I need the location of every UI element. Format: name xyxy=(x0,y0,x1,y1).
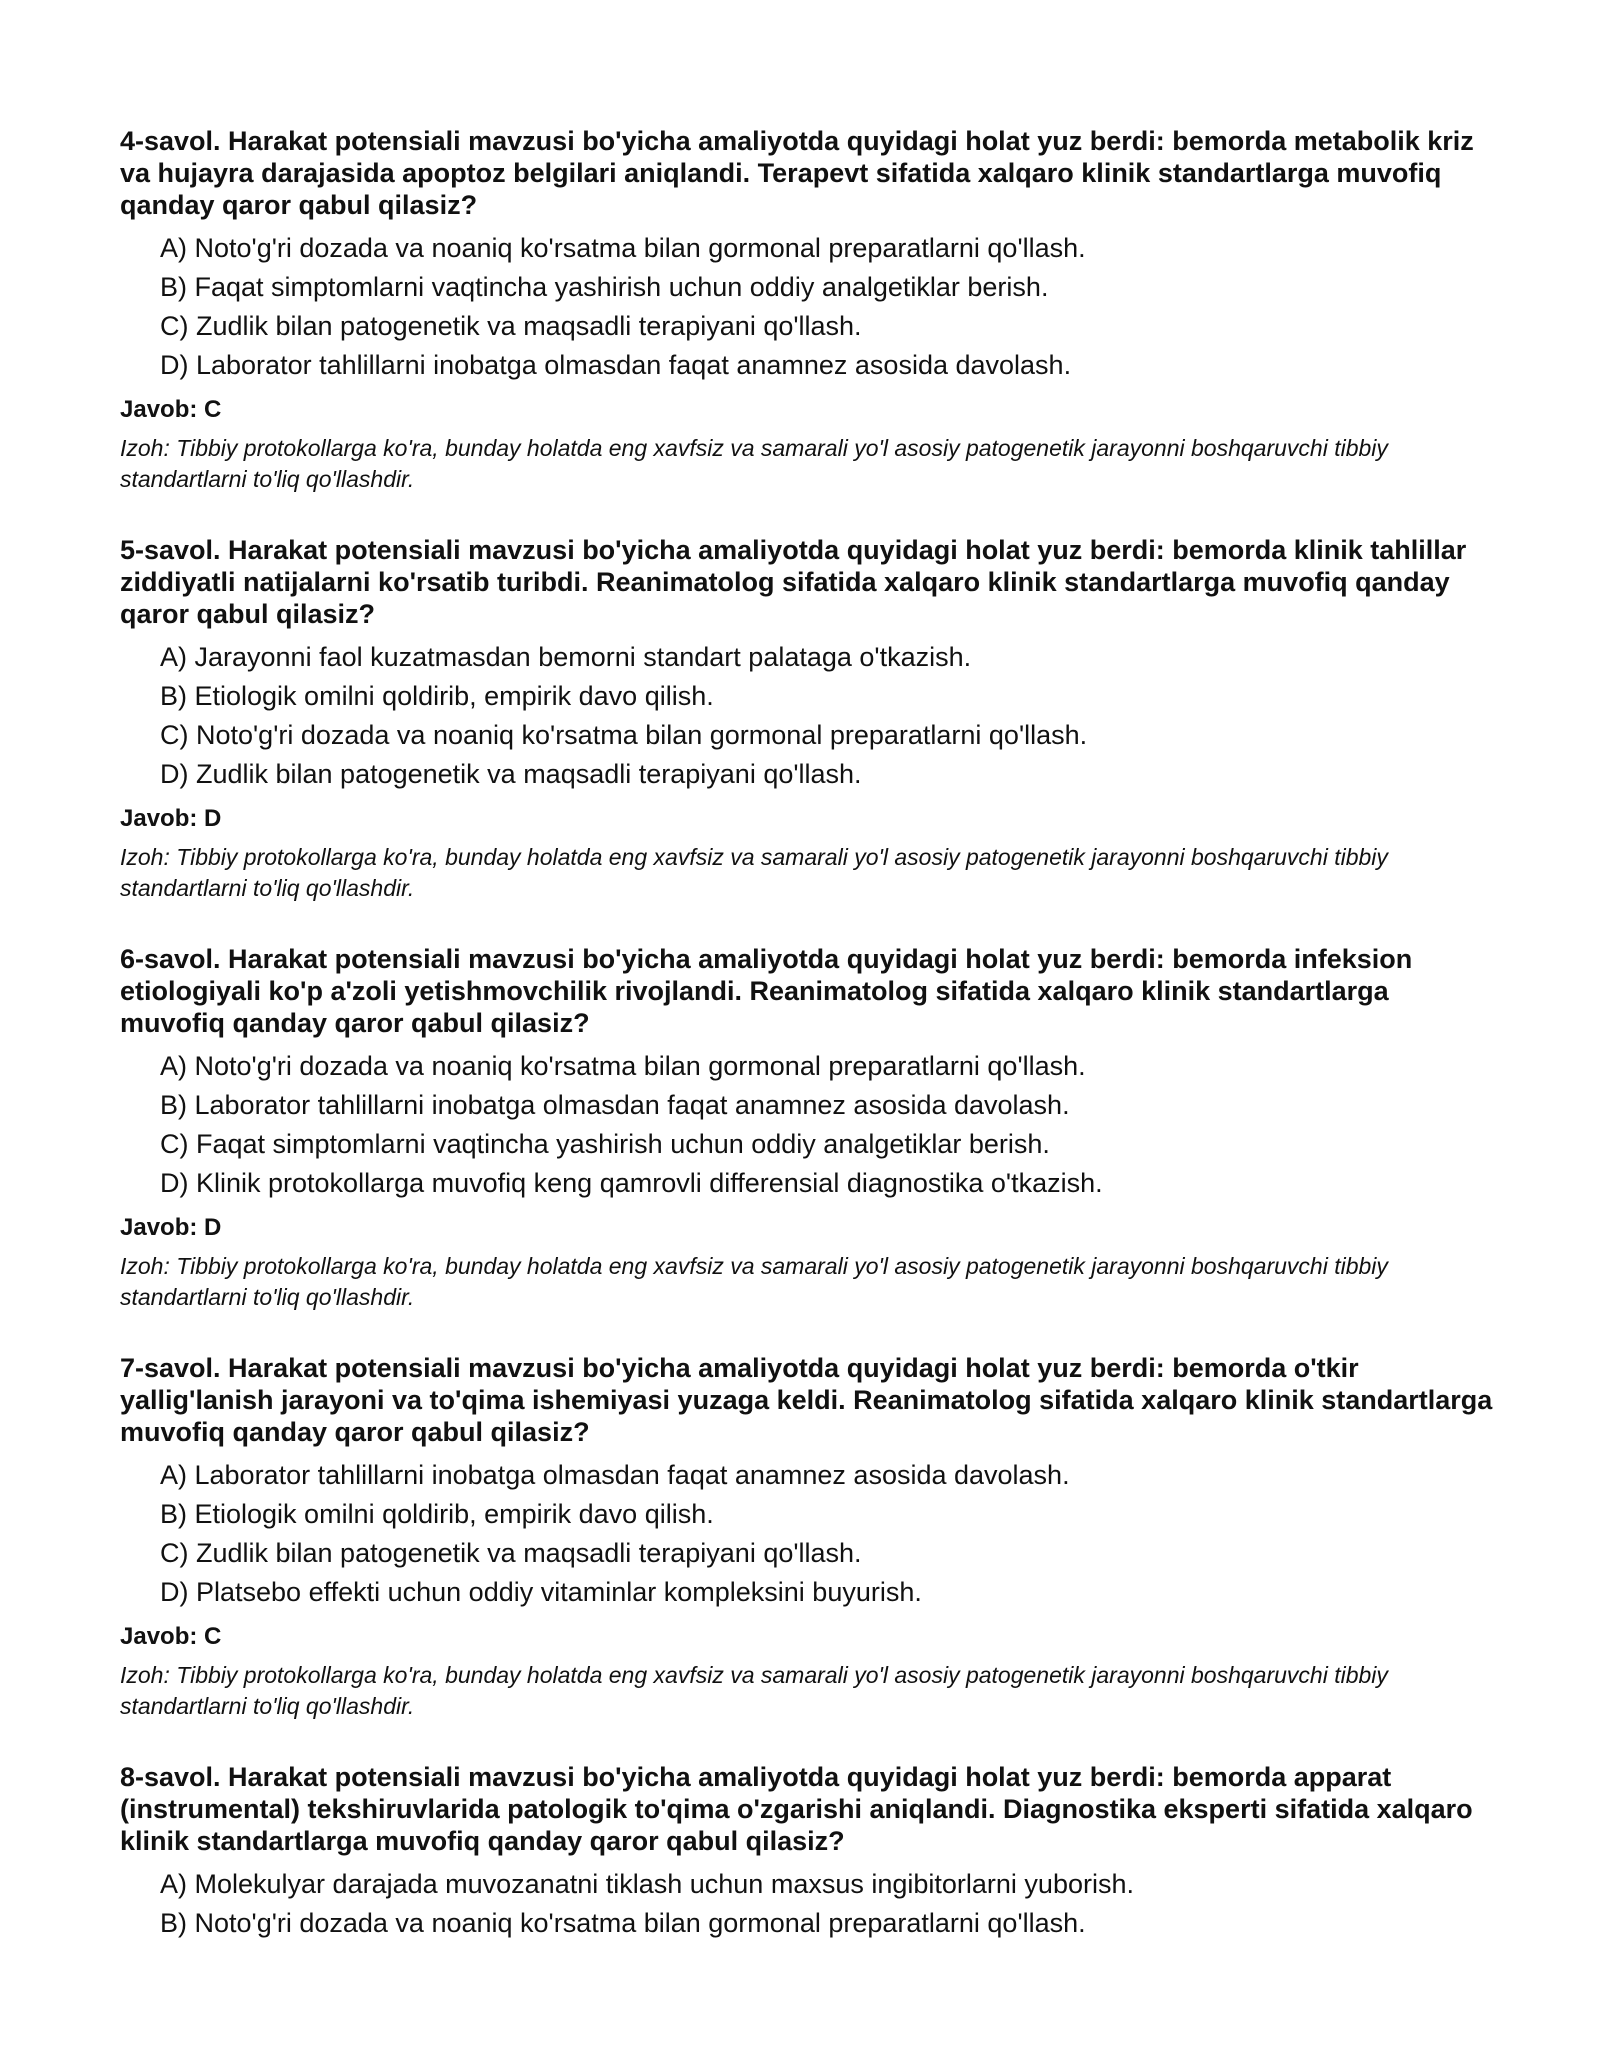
options-list xyxy=(120,638,1500,794)
option-b: B) Noto'g'ri dozada va noaniq ko'rsatma bilan gormonal preparatlarni qo'llash. xyxy=(160,1908,1086,1938)
option-b: B) Etiologik omilni qoldirib, empirik davo qilish. xyxy=(160,1499,714,1529)
option-b: B) Etiologik omilni qoldirib, empirik davo qilish. xyxy=(160,681,714,711)
option-d: D) Zudlik bilan patogenetik va maqsadli terapiyani qo'llash. xyxy=(160,759,862,789)
question-6 xyxy=(120,943,1500,1313)
option-d: D) Platsebo effekti uchun oddiy vitaminlar kompleksini buyurish. xyxy=(160,1577,922,1607)
question-7 xyxy=(120,1352,1500,1722)
option-c: C) Zudlik bilan patogenetik va maqsadli terapiyani qo'llash. xyxy=(160,1538,862,1568)
options-list xyxy=(120,1456,1500,1612)
question-text: 6-savol. Harakat potensiali mavzusi bo'yicha amaliyotda quyidagi holat yuz berdi: bemorda infeksion etiologiyali ko'p a'zoli yetishmovchilik rivojlandi. Reanimatolog sifatida xalqaro klinik standartlarga muvofiq qanday qaror qabul qilasiz? xyxy=(120,944,1413,1038)
option-a: A) Laborator tahlillarni inobatga olmasdan faqat anamnez asosida davolash. xyxy=(160,1460,1070,1490)
question-8 xyxy=(120,1761,1500,1943)
option-c: C) Faqat simptomlarni vaqtincha yashirish uchun oddiy analgetiklar berish. xyxy=(160,1129,1050,1159)
explanation: Izoh: Tibbiy protokollarga ko'ra, bunday holatda eng xavfsiz va samarali yo'l asosiy patogenetik jarayonni boshqaruvchi tibbiy standartlarni to'liq qo'llashdir. xyxy=(120,1253,1388,1310)
option-d: D) Klinik protokollarga muvofiq keng qamrovli differensial diagnostika o'tkazish. xyxy=(160,1168,1103,1198)
option-b: B) Laborator tahlillarni inobatga olmasdan faqat anamnez asosida davolash. xyxy=(160,1090,1070,1120)
option-a: A) Noto'g'ri dozada va noaniq ko'rsatma bilan gormonal preparatlarni qo'llash. xyxy=(160,233,1086,263)
question-text: 7-savol. Harakat potensiali mavzusi bo'yicha amaliyotda quyidagi holat yuz berdi: bemorda o'tkir yallig'lanish jarayoni va to'qima ishemiyasi yuzaga keldi. Reanimatolog sifatida xalqaro klinik standartlarga muvofiq qanday qaror qabul qilasiz? xyxy=(120,1353,1493,1447)
explanation: Izoh: Tibbiy protokollarga ko'ra, bunday holatda eng xavfsiz va samarali yo'l asosiy patogenetik jarayonni boshqaruvchi tibbiy standartlarni to'liq qo'llashdir. xyxy=(120,435,1388,492)
options-list xyxy=(120,229,1500,385)
option-c: C) Noto'g'ri dozada va noaniq ko'rsatma bilan gormonal preparatlarni qo'llash. xyxy=(160,720,1088,750)
question-5 xyxy=(120,534,1500,904)
question-text: 4-savol. Harakat potensiali mavzusi bo'yicha amaliyotda quyidagi holat yuz berdi: bemorda metabolik kriz va hujayra darajasida apoptoz belgilari aniqlandi. Terapevt sifatida xalqaro klinik standartlarga muvofiq qanday qaror qabul qilasiz? xyxy=(120,126,1474,220)
answer: Javob: C xyxy=(120,1623,222,1650)
question-4 xyxy=(120,125,1500,495)
question-text: 8-savol. Harakat potensiali mavzusi bo'yicha amaliyotda quyidagi holat yuz berdi: bemorda apparat (instrumental) tekshiruvlarida patologik to'qima o'zgarishi aniqlandi. Diagnostika eksperti sifatida xalqaro klinik standartlarga muvofiq qanday qaror qabul qilasiz? xyxy=(120,1762,1473,1856)
option-c: C) Zudlik bilan patogenetik va maqsadli terapiyani qo'llash. xyxy=(160,311,862,341)
options-list xyxy=(120,1865,1500,1943)
explanation: Izoh: Tibbiy protokollarga ko'ra, bunday holatda eng xavfsiz va samarali yo'l asosiy patogenetik jarayonni boshqaruvchi tibbiy standartlarni to'liq qo'llashdir. xyxy=(120,844,1388,901)
option-a: A) Jarayonni faol kuzatmasdan bemorni standart palataga o'tkazish. xyxy=(160,642,972,672)
document-page xyxy=(120,125,1500,1982)
option-a: A) Molekulyar darajada muvozanatni tiklash uchun maxsus ingibitorlarni yuborish. xyxy=(160,1869,1134,1899)
options-list xyxy=(120,1047,1500,1203)
option-a: A) Noto'g'ri dozada va noaniq ko'rsatma bilan gormonal preparatlarni qo'llash. xyxy=(160,1051,1086,1081)
answer: Javob: D xyxy=(120,1214,222,1241)
option-d: D) Laborator tahlillarni inobatga olmasdan faqat anamnez asosida davolash. xyxy=(160,350,1072,380)
answer: Javob: D xyxy=(120,805,222,832)
question-text: 5-savol. Harakat potensiali mavzusi bo'yicha amaliyotda quyidagi holat yuz berdi: bemorda klinik tahlillar ziddiyatli natijalarni ko'rsatib turibdi. Reanimatolog sifatida xalqaro klinik standartlarga muvofiq qanday qaror qabul qilasiz? xyxy=(120,535,1467,629)
explanation: Izoh: Tibbiy protokollarga ko'ra, bunday holatda eng xavfsiz va samarali yo'l asosiy patogenetik jarayonni boshqaruvchi tibbiy standartlarni to'liq qo'llashdir. xyxy=(120,1662,1388,1719)
answer: Javob: C xyxy=(120,396,222,423)
option-b: B) Faqat simptomlarni vaqtincha yashirish uchun oddiy analgetiklar berish. xyxy=(160,272,1049,302)
